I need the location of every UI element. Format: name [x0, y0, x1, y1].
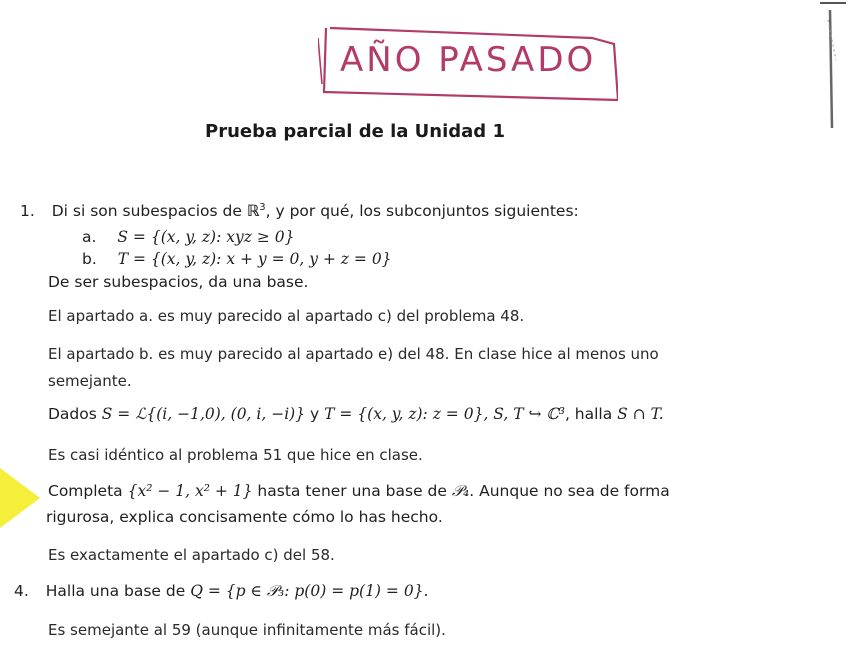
comment-2-line-1: El apartado b. es muy parecido al apartado e) del 48. En clase hice al menos uno	[48, 345, 659, 363]
question-1a-label: a.	[82, 228, 97, 246]
question-2-mid: y	[305, 405, 325, 423]
question-1-number: 1.	[20, 202, 35, 221]
question-1-intro-rest: , y por qué, los subconjuntos siguientes:	[265, 202, 579, 221]
comment-3: Es casi idéntico al problema 51 que hice en clase.	[48, 446, 423, 464]
comment-4: Es exactamente el apartado c) del 58.	[48, 546, 335, 564]
question-2-math-1: S = ℒ{(i, −1,0), (0, i, −i)}	[101, 405, 306, 423]
question-1	[20, 202, 579, 220]
question-3-math-2: 𝒫₄	[451, 482, 470, 500]
question-2-post: , halla	[564, 405, 618, 423]
scan-edge-artifact	[820, 0, 848, 140]
question-2	[48, 405, 664, 423]
question-3-mid: hasta tener una base de	[252, 482, 452, 500]
question-2-math-2: T = {(x, y, z): z = 0}, S, T ↪ ℂ³	[324, 405, 565, 423]
page-title: Prueba parcial de la Unidad 1	[205, 121, 505, 142]
question-4-pre: Halla una base de	[45, 582, 191, 600]
r3-symbol: ℝ	[246, 202, 260, 221]
handwritten-stamp	[318, 22, 618, 102]
question-2-math-3: S ∩ T.	[617, 405, 664, 423]
question-1-intro: Di si son subespacios de	[51, 202, 247, 221]
question-4-number: 4.	[14, 582, 29, 600]
question-1a	[82, 228, 294, 246]
question-1b	[82, 250, 392, 268]
question-4	[14, 582, 428, 601]
highlighter-mark	[0, 468, 40, 528]
comment-1: El apartado a. es muy parecido al apartado c) del problema 48.	[48, 307, 525, 325]
comment-2-line-2: semejante.	[48, 372, 132, 390]
question-3-math-1: {x² − 1, x² + 1}	[127, 482, 253, 500]
question-1b-math: T = {(x, y, z): x + y = 0, y + z = 0}	[117, 250, 392, 268]
question-3-line-2: rigurosa, explica concisamente cómo lo has hecho.	[46, 508, 443, 526]
question-4-math: Q = {p ∈ 𝒫₃: p(0) = p(1) = 0}.	[190, 582, 429, 600]
question-1-footer: De ser subespacios, da una base.	[48, 273, 309, 291]
question-1b-label: b.	[82, 250, 97, 268]
comment-5: Es semejante al 59 (aunque infinitamente más fácil).	[48, 621, 446, 639]
r3-exponent: 3	[259, 202, 266, 213]
question-3-pre: Completa	[48, 482, 128, 500]
question-2-pre: Dados	[48, 405, 102, 423]
question-3-post: . Aunque no sea de forma	[469, 482, 670, 500]
stamp-text: AÑO PASADO	[340, 40, 597, 80]
question-1a-math: S = {(x, y, z): xyz ≥ 0}	[117, 228, 295, 246]
question-3	[48, 482, 670, 501]
